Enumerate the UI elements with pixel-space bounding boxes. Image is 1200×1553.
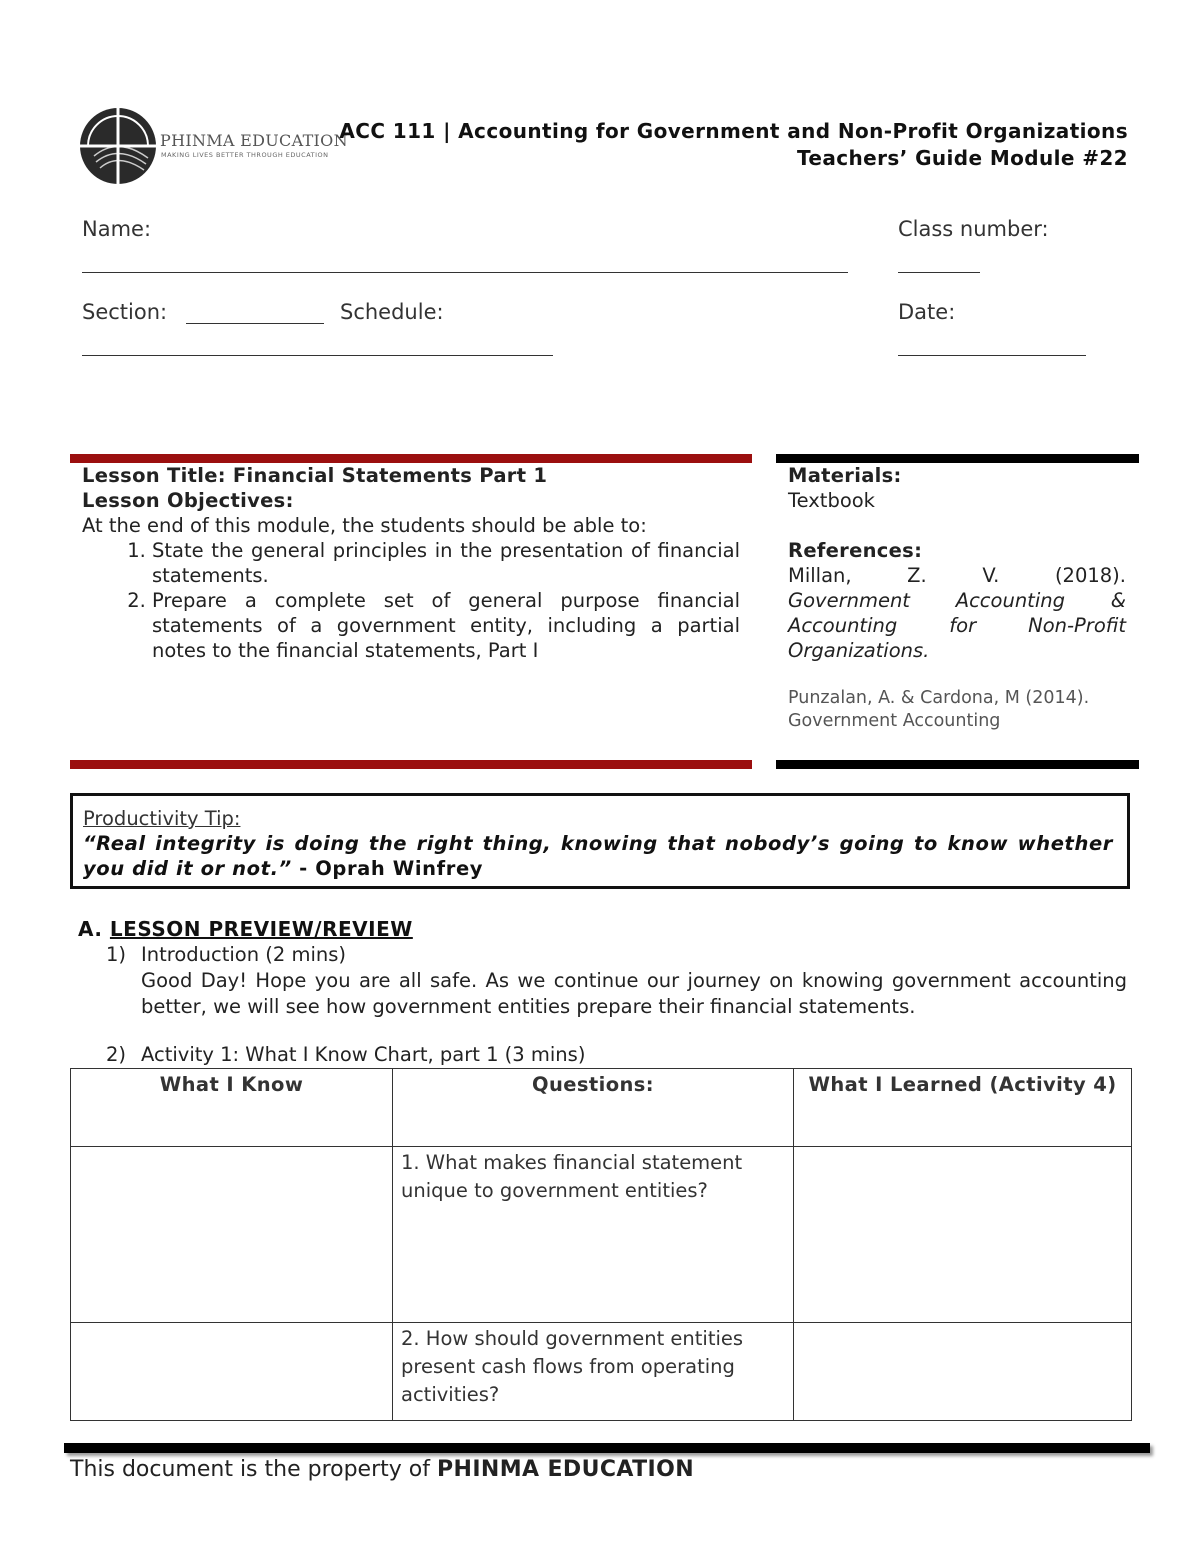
lesson-top-bar <box>70 454 752 463</box>
footer-text <box>70 1457 694 1482</box>
header-what-i-learned: What I Learned (Activity 4) <box>794 1069 1132 1147</box>
objective-item: 2. Prepare a complete set of general purpose financial statements of a government entity, including a partial notes to the financial statements, Part I <box>152 588 740 663</box>
question-cell: 1. What makes financial statement unique to government entities? <box>393 1147 794 1323</box>
section-label: Section: <box>82 300 168 324</box>
answer-cell-know[interactable] <box>71 1147 393 1323</box>
objective-item: 1. State the general principles in the presentation of financial statements. <box>152 538 740 588</box>
item-2-label: Activity 1: What I Know Chart, part 1 (3 mins) <box>141 1043 586 1066</box>
tip-label: Productivity Tip: <box>83 807 241 830</box>
logo-name: PHINMA EDUCATION <box>160 131 348 150</box>
section-a-heading <box>78 917 413 941</box>
name-field[interactable] <box>82 272 848 273</box>
tip-quote <box>83 831 1113 881</box>
answer-cell-learned[interactable] <box>794 1323 1132 1421</box>
materials-top-bar <box>776 454 1139 463</box>
date-field[interactable] <box>898 355 1086 356</box>
item-2-number: 2) <box>106 1043 127 1066</box>
lesson-intro: At the end of this module, the students should be able to: <box>82 514 647 537</box>
materials-bottom-bar <box>776 760 1139 769</box>
quote-author: - Oprah Winfrey <box>291 857 484 880</box>
class-number-label: Class number: <box>898 217 1049 241</box>
reference-2-title: Government Accounting <box>788 711 1001 731</box>
schedule-field[interactable] <box>82 355 553 356</box>
item-1-number: 1) <box>106 943 127 966</box>
table-header-row <box>71 1069 1132 1147</box>
references-label: References: <box>788 539 923 562</box>
footer-plain: This document is the property of <box>70 1457 437 1482</box>
footer-bar <box>64 1443 1150 1453</box>
productivity-tip-box <box>70 793 1130 889</box>
header-what-i-know: What I Know <box>71 1069 393 1147</box>
reference-2-author: Punzalan, A. & Cardona, M (2014). <box>788 688 1090 708</box>
objectives-list <box>82 538 740 663</box>
name-label: Name: <box>82 217 152 241</box>
table-row <box>71 1147 1132 1323</box>
materials-label: Materials: <box>788 464 902 487</box>
question-cell: 2. How should government entities present cash flows from operating activities? <box>393 1323 794 1421</box>
reference-1-title: Government Accounting & Accounting for Non-Profit Organizations. <box>788 589 1126 662</box>
answer-cell-know[interactable] <box>71 1323 393 1421</box>
table-row <box>71 1323 1132 1421</box>
what-i-know-chart <box>70 1068 1132 1421</box>
section-title: LESSON PREVIEW/REVIEW <box>109 917 413 941</box>
header-questions: Questions: <box>393 1069 794 1147</box>
quote-text: “Real integrity is doing the right thing, knowing that nobody’s going to know whether you did it or not.” <box>83 832 1113 880</box>
lesson-title: Lesson Title: Financial Statements Part 1 <box>82 464 548 487</box>
logo-tagline: MAKING LIVES BETTER THROUGH EDUCATION <box>161 151 329 159</box>
item-1-label: Introduction (2 mins) <box>141 943 347 966</box>
lesson-bottom-bar <box>70 760 752 769</box>
schedule-label: Schedule: <box>340 300 444 324</box>
class-number-field[interactable] <box>898 272 980 273</box>
materials-block <box>788 463 1126 733</box>
item-1-text: Good Day! Hope you are all safe. As we continue our journey on knowing government accounting better, we will see how government entities prepare their financial statements. <box>141 969 1127 1018</box>
lesson-objectives-label: Lesson Objectives: <box>82 489 294 512</box>
date-label: Date: <box>898 300 956 324</box>
section-letter: A. <box>78 917 103 941</box>
section-field[interactable] <box>186 323 324 324</box>
lesson-block <box>82 463 740 663</box>
answer-cell-learned[interactable] <box>794 1147 1132 1323</box>
course-title: ACC 111 | Accounting for Government and Non-Profit Organizations <box>339 119 1128 143</box>
footer-bold: PHINMA EDUCATION <box>436 1457 695 1482</box>
materials-value: Textbook <box>788 489 875 512</box>
module-title: Teachers’ Guide Module #22 <box>797 146 1128 170</box>
reference-1-author: Millan, Z. V. (2018). <box>788 564 1126 587</box>
